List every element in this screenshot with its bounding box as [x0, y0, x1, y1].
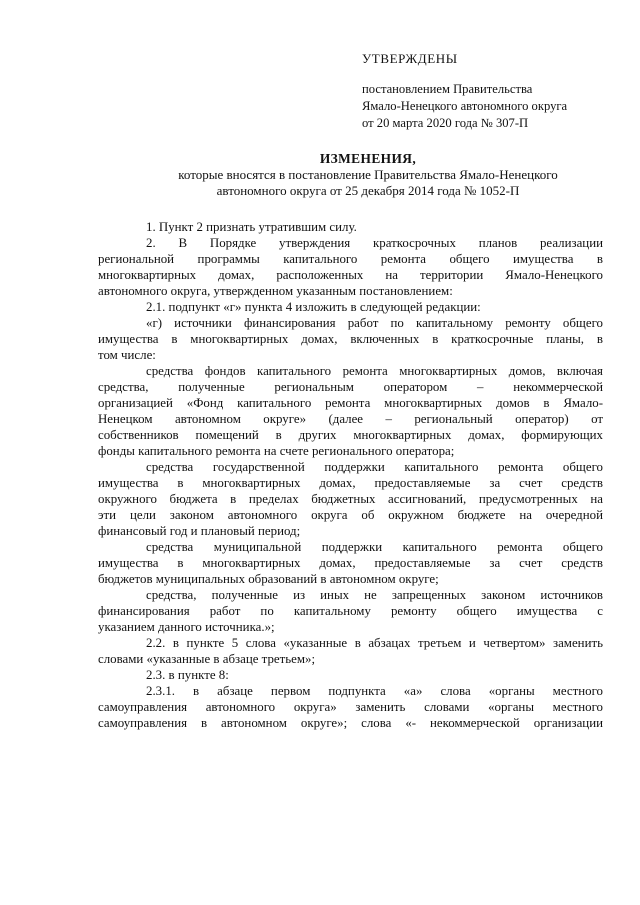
- text-line: 2.1. подпункт «г» пункта 4 изложить в следующей редакции:: [146, 300, 481, 314]
- approval-heading: УТВЕРЖДЕНЫ: [362, 51, 458, 66]
- approval-line: от 20 марта 2020 года № 307-П: [362, 116, 529, 130]
- text-line: Ненецком автономном округе» (далее – региональный оператор) от: [98, 412, 603, 426]
- approval-line: Ямало-Ненецкого автономного округа: [362, 99, 568, 113]
- document-title: ИЗМЕНЕНИЯ,: [319, 151, 417, 166]
- text-line: эти цели законом автономного округа об окружном бюджете на очередной: [98, 508, 603, 522]
- text-line: средства, полученные региональным оператором – некоммерческой: [98, 380, 603, 394]
- approval-stamp: [362, 50, 567, 132]
- text-line: имущества в многоквартирных домах, предоставляемые за счет средств: [98, 556, 603, 570]
- text-line: том числе:: [98, 348, 156, 362]
- text-line: 2.2. в пункте 5 слова «указанные в абзацах третьем и четвертом» заменить: [146, 636, 603, 650]
- text-line: самоуправления в автономном округе»; слова «- некоммерческой организации: [98, 716, 603, 730]
- text-line: имущества в многоквартирных домах, включенных в краткосрочные планы, в: [98, 332, 603, 346]
- text-line: средства фондов капитального ремонта многоквартирных домов, включая: [146, 364, 603, 378]
- text-line: средства, полученные из иных не запрещенных законом источников: [146, 588, 603, 602]
- text-line: 2.3. в пункте 8:: [146, 668, 229, 682]
- text-line: окружного бюджета в пределах бюджетных ассигнований, предусмотренных на: [98, 492, 603, 506]
- text-line: фонды капитального ремонта на счете регионального оператора;: [98, 444, 455, 458]
- text-line: имущества в многоквартирных домах, предоставляемые за счет средств: [98, 476, 603, 490]
- text-line: указанием данного источника.»;: [98, 620, 275, 634]
- text-line: 1. Пункт 2 признать утратившим силу.: [146, 220, 357, 234]
- text-line: организацией «Фонд капитального ремонта многоквартирных домов в Ямало-: [98, 396, 603, 410]
- document-body: [98, 219, 603, 731]
- text-line: средства государственной поддержки капитального ремонта общего: [146, 460, 603, 474]
- text-line: автономного округа, утвержденном указанным постановлением:: [98, 284, 453, 298]
- approval-line: постановлением Правительства: [362, 82, 533, 96]
- text-line: собственников помещений в других многоквартирных домах, формирующих: [98, 428, 603, 442]
- document-subtitle-line: автономного округа от 25 декабря 2014 года № 1052-П: [216, 183, 520, 198]
- text-line: «г) источники финансирования работ по капитальному ремонту общего: [146, 316, 603, 330]
- text-line: 2. В Порядке утверждения краткосрочных планов реализации: [146, 236, 603, 250]
- text-line: финансовый год и плановый период;: [98, 524, 301, 538]
- text-line: финансирования работ по капитальному ремонту общего имущества с: [98, 604, 603, 618]
- text-line: средства муниципальной поддержки капитального ремонта общего: [146, 540, 603, 554]
- text-line: бюджетов муниципальных образований в автономном округе;: [98, 572, 439, 586]
- document-title-block: [98, 150, 638, 199]
- text-line: региональной программы капитального ремонта общего имущества в: [98, 252, 603, 266]
- text-line: многоквартирных домах, расположенных на территории Ямало-Ненецкого: [98, 268, 603, 282]
- text-line: словами «указанные в абзаце третьем»;: [98, 652, 316, 666]
- document-subtitle-line: которые вносятся в постановление Правительства Ямало-Ненецкого: [178, 167, 558, 182]
- text-line: 2.3.1. в абзаце первом подпункта «а» слова «органы местного: [146, 684, 603, 698]
- text-line: самоуправления автономного округа» заменить словами «органы местного: [98, 700, 603, 714]
